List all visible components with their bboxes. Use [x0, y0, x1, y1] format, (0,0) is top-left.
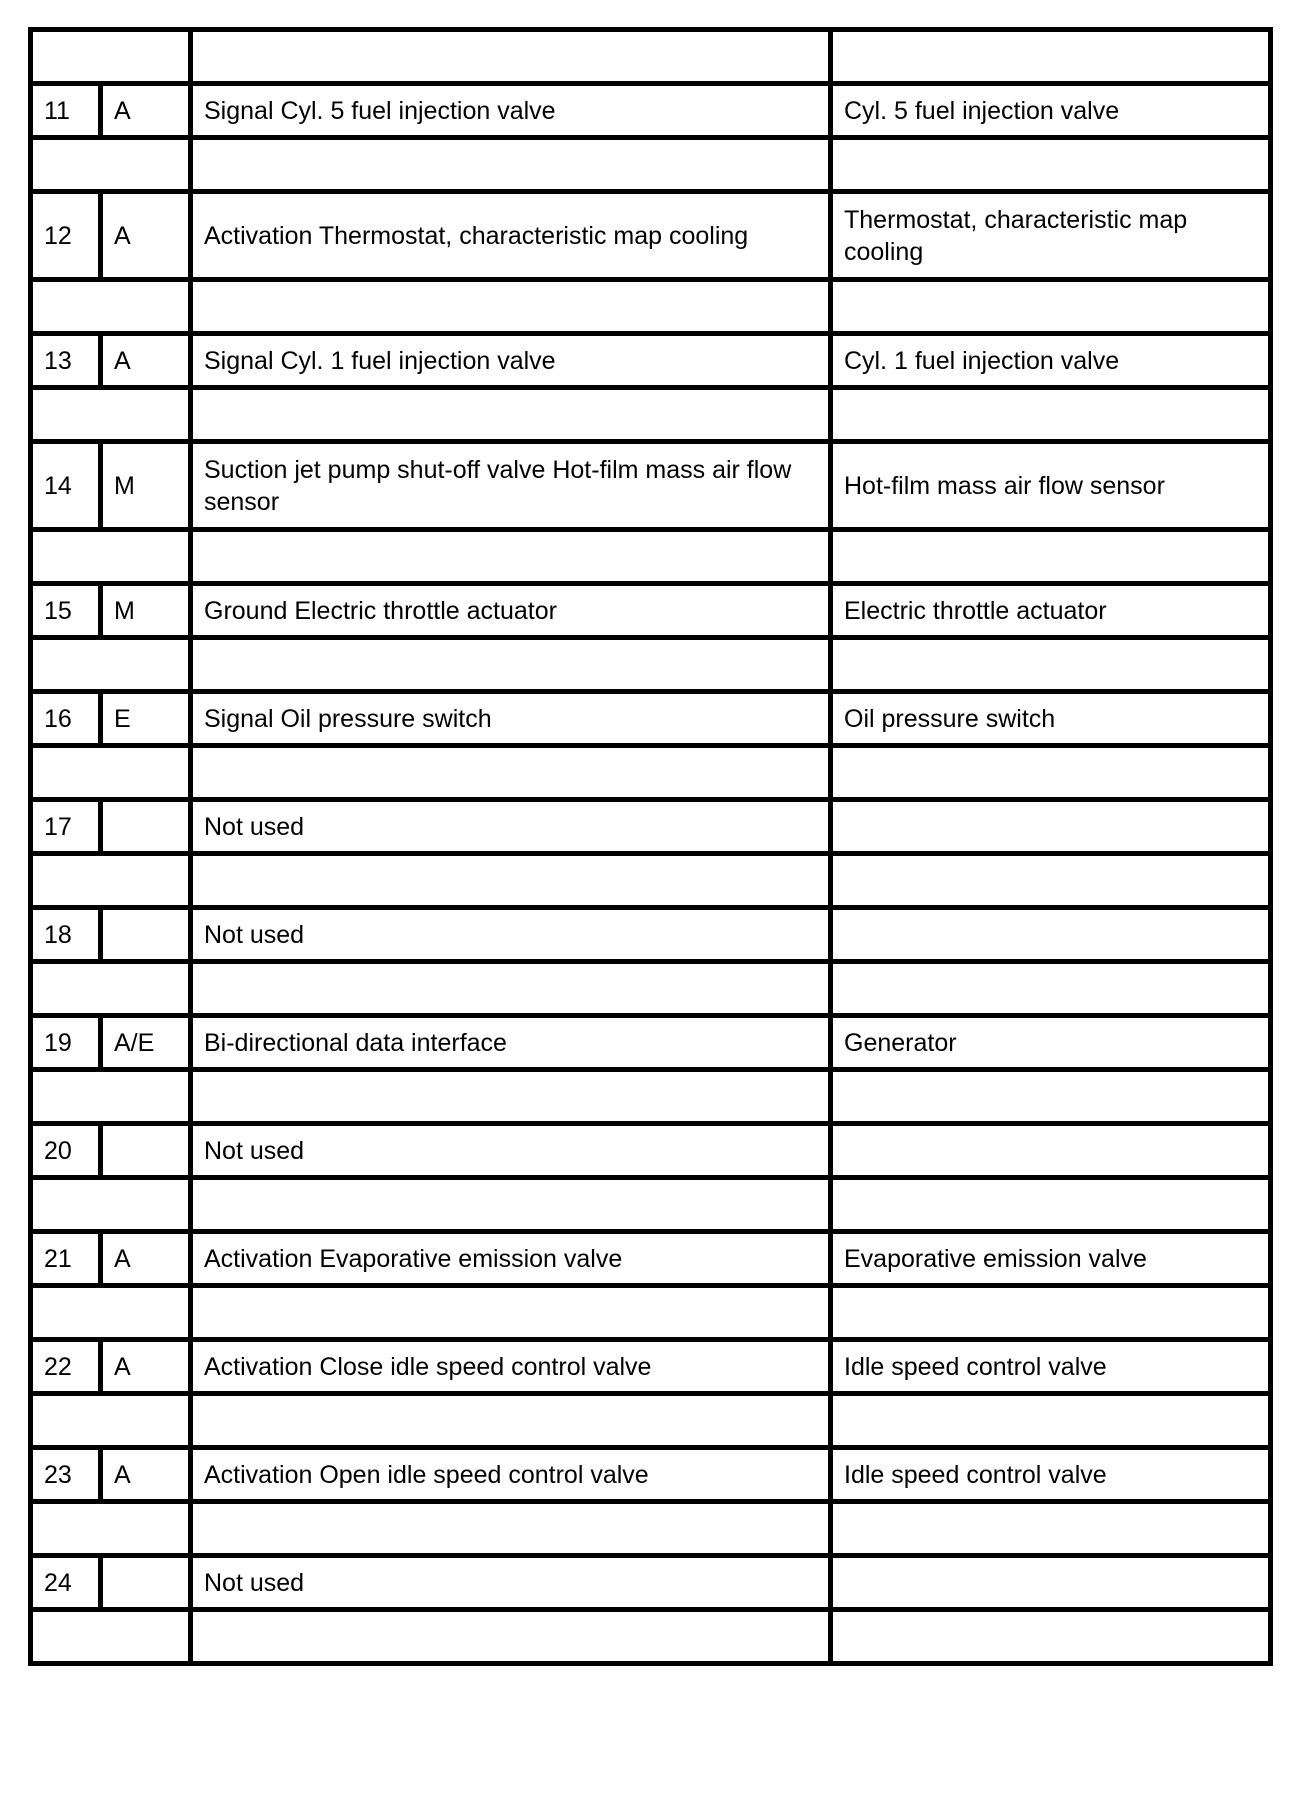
pin-number-cell: 24: [31, 1556, 101, 1610]
description-cell: Signal Oil pressure switch: [191, 692, 831, 746]
spacer-cell: [31, 962, 191, 1016]
spacer-row: [31, 1502, 1271, 1556]
spacer-row: [31, 388, 1271, 442]
pin-row: [31, 1448, 1271, 1502]
spacer-cell: [31, 1178, 191, 1232]
spacer-cell: [831, 530, 1271, 584]
pin-row: [31, 192, 1271, 280]
component-cell: Idle speed control valve: [831, 1448, 1271, 1502]
spacer-cell: [831, 138, 1271, 192]
pin-row: [31, 1016, 1271, 1070]
description-cell: Signal Cyl. 5 fuel injection valve: [191, 84, 831, 138]
spacer-cell: [191, 1394, 831, 1448]
spacer-row: [31, 530, 1271, 584]
pin-number-cell: 14: [31, 442, 101, 530]
spacer-cell: [831, 962, 1271, 1016]
component-cell: [831, 1556, 1271, 1610]
signal-type-cell: A: [101, 1340, 191, 1394]
spacer-row: [31, 1394, 1271, 1448]
component-cell: Hot-film mass air flow sensor: [831, 442, 1271, 530]
spacer-cell: [191, 1286, 831, 1340]
component-cell: Thermostat, characteristic map cooling: [831, 192, 1271, 280]
pin-row: [31, 584, 1271, 638]
spacer-cell: [831, 1286, 1271, 1340]
spacer-cell: [191, 530, 831, 584]
description-cell: Not used: [191, 908, 831, 962]
spacer-cell: [31, 280, 191, 334]
description-cell: Ground Electric throttle actuator: [191, 584, 831, 638]
description-cell: Activation Close idle speed control valve: [191, 1340, 831, 1394]
spacer-cell: [31, 1502, 191, 1556]
spacer-cell: [191, 746, 831, 800]
description-cell: Not used: [191, 1556, 831, 1610]
signal-type-cell: E: [101, 692, 191, 746]
description-cell: Signal Cyl. 1 fuel injection valve: [191, 334, 831, 388]
spacer-cell: [831, 280, 1271, 334]
signal-type-cell: [101, 1556, 191, 1610]
spacer-cell: [191, 280, 831, 334]
pin-number-cell: 16: [31, 692, 101, 746]
component-cell: [831, 1124, 1271, 1178]
pin-number-cell: 20: [31, 1124, 101, 1178]
spacer-row: [31, 1610, 1271, 1664]
signal-type-cell: M: [101, 442, 191, 530]
component-cell: Cyl. 5 fuel injection valve: [831, 84, 1271, 138]
spacer-cell: [831, 388, 1271, 442]
spacer-cell: [831, 638, 1271, 692]
pin-row: [31, 1556, 1271, 1610]
component-cell: [831, 800, 1271, 854]
component-cell: [831, 908, 1271, 962]
description-cell: Activation Open idle speed control valve: [191, 1448, 831, 1502]
spacer-cell: [831, 1178, 1271, 1232]
signal-type-cell: [101, 800, 191, 854]
description-cell: Not used: [191, 800, 831, 854]
spacer-cell: [191, 30, 831, 84]
spacer-cell: [191, 138, 831, 192]
spacer-cell: [831, 1502, 1271, 1556]
spacer-cell: [31, 746, 191, 800]
spacer-cell: [191, 638, 831, 692]
spacer-cell: [31, 30, 191, 84]
component-cell: Electric throttle actuator: [831, 584, 1271, 638]
pin-number-cell: 15: [31, 584, 101, 638]
spacer-cell: [191, 388, 831, 442]
pin-row: [31, 1232, 1271, 1286]
component-cell: Evaporative emission valve: [831, 1232, 1271, 1286]
signal-type-cell: [101, 1124, 191, 1178]
spacer-cell: [831, 30, 1271, 84]
component-cell: Cyl. 1 fuel injection valve: [831, 334, 1271, 388]
spacer-cell: [31, 1610, 191, 1664]
spacer-cell: [191, 962, 831, 1016]
pin-number-cell: 22: [31, 1340, 101, 1394]
spacer-row: [31, 746, 1271, 800]
spacer-cell: [31, 854, 191, 908]
signal-type-cell: A: [101, 1232, 191, 1286]
spacer-cell: [831, 1610, 1271, 1664]
spacer-cell: [831, 746, 1271, 800]
spacer-cell: [31, 1394, 191, 1448]
pin-number-cell: 18: [31, 908, 101, 962]
pin-table-body: [31, 30, 1271, 1664]
spacer-cell: [831, 1394, 1271, 1448]
signal-type-cell: A: [101, 1448, 191, 1502]
spacer-cell: [191, 1502, 831, 1556]
spacer-cell: [831, 1070, 1271, 1124]
description-cell: Activation Evaporative emission valve: [191, 1232, 831, 1286]
pin-number-cell: 12: [31, 192, 101, 280]
spacer-cell: [31, 388, 191, 442]
pin-row: [31, 1340, 1271, 1394]
signal-type-cell: [101, 908, 191, 962]
signal-type-cell: A: [101, 334, 191, 388]
spacer-cell: [191, 1610, 831, 1664]
description-cell: Activation Thermostat, characteristic map cooling: [191, 192, 831, 280]
spacer-cell: [31, 638, 191, 692]
pin-row: [31, 908, 1271, 962]
pin-row: [31, 442, 1271, 530]
pin-number-cell: 21: [31, 1232, 101, 1286]
signal-type-cell: A: [101, 84, 191, 138]
component-cell: Idle speed control valve: [831, 1340, 1271, 1394]
pin-number-cell: 13: [31, 334, 101, 388]
pin-number-cell: 17: [31, 800, 101, 854]
spacer-cell: [191, 854, 831, 908]
spacer-row: [31, 1070, 1271, 1124]
description-cell: Suction jet pump shut-off valve Hot-film mass air flow sensor: [191, 442, 831, 530]
pin-row: [31, 1124, 1271, 1178]
pin-number-cell: 19: [31, 1016, 101, 1070]
spacer-row: [31, 962, 1271, 1016]
description-cell: Bi-directional data interface: [191, 1016, 831, 1070]
signal-type-cell: A/E: [101, 1016, 191, 1070]
spacer-row: [31, 638, 1271, 692]
spacer-cell: [31, 138, 191, 192]
spacer-row: [31, 138, 1271, 192]
pin-row: [31, 692, 1271, 746]
pin-number-cell: 11: [31, 84, 101, 138]
spacer-cell: [31, 530, 191, 584]
pin-assignment-table: [28, 27, 1273, 1666]
spacer-cell: [31, 1070, 191, 1124]
signal-type-cell: M: [101, 584, 191, 638]
spacer-row: [31, 280, 1271, 334]
signal-type-cell: A: [101, 192, 191, 280]
spacer-row: [31, 1286, 1271, 1340]
description-cell: Not used: [191, 1124, 831, 1178]
pin-row: [31, 334, 1271, 388]
component-cell: Oil pressure switch: [831, 692, 1271, 746]
pin-row: [31, 800, 1271, 854]
spacer-cell: [31, 1286, 191, 1340]
spacer-row: [31, 854, 1271, 908]
spacer-cell: [831, 854, 1271, 908]
spacer-cell: [191, 1178, 831, 1232]
pin-row: [31, 84, 1271, 138]
spacer-row: [31, 30, 1271, 84]
spacer-row: [31, 1178, 1271, 1232]
pin-number-cell: 23: [31, 1448, 101, 1502]
spacer-cell: [191, 1070, 831, 1124]
component-cell: Generator: [831, 1016, 1271, 1070]
